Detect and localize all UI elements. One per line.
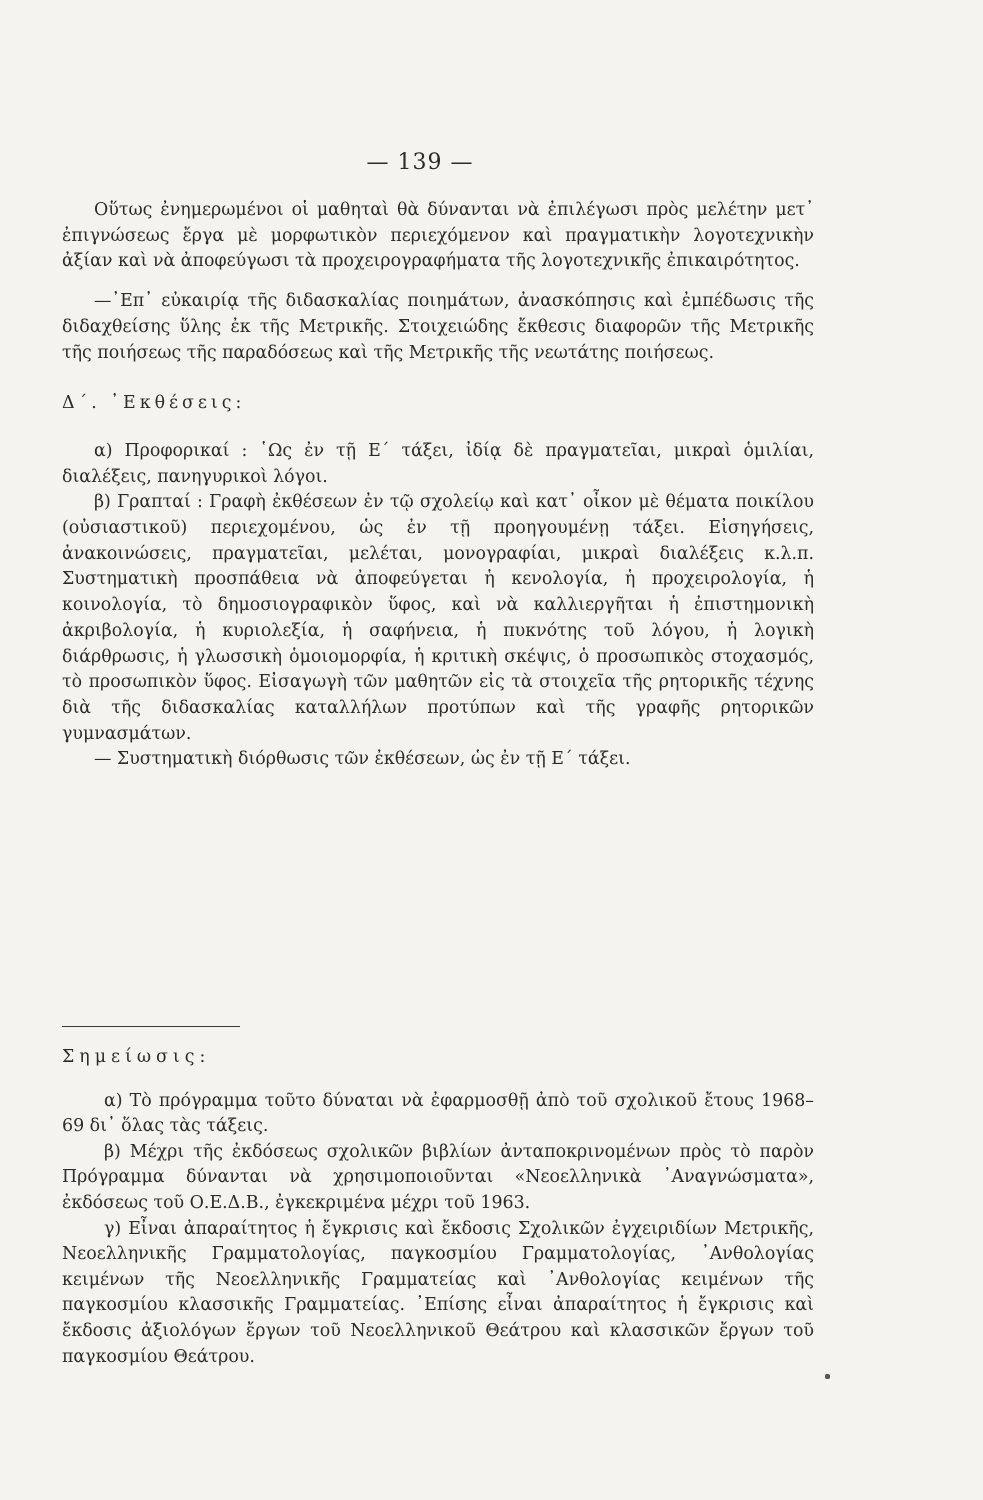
page-number: — 139 — [366,150,474,175]
paragraph-oral-essays: α) Προφορικαί : ῾Ως ἐν τῇ Ε΄ τάξει, ἰδίᾳ δὲ πραγματεῖαι, μικραὶ ὁμιλίαι, διαλέξεις, πανηγυρικοὶ λόγοι. [62,440,814,487]
note-c: γ) Εἶναι ἀπαραίτητος ἡ ἔγκρισις καὶ ἔκδοσις Σχολικῶν ἐγχειριδίων Μετρικῆς, Νεοελληνικῆς Γραμματολογίας, παγκοσμίου Γραμματολογίας, ᾿Ανθολογίας κειμένων τῆς Νεοελληνικῆς Γραμματείας καὶ ᾿Ανθολογίας κειμένων τῆς παγκοσμίου κλασσικῆς Γραμματείας. ᾿Επίσης εἶναι ἀπαραίτητος ἡ ἔγκρισις καὶ ἔκδοσις ἀξιολόγων ἔργων τοῦ Νεοελληνικοῦ Θεάτρου καὶ κλασσικῶν ἔργων τοῦ παγκοσμίου Θεάτρου. [62,1218,814,1367]
paragraph-written-essays: β) Γραπταί : Γραφὴ ἐκθέσεων ἐν τῷ σχολείῳ καὶ κατ᾽ οἶκον μὲ θέματα ποικίλου (οὐσιαστικοῦ) περιεχομένου, ὡς ἐν τῇ προηγουμένῃ τάξει. Εἰσηγήσεις, ἀνακοινώσεις, πραγματεῖαι, μελέται, μονογραφίαι, μικραὶ διαλέξεις κ.λ.π. Συστηματικὴ προσπάθεια νὰ ἀποφεύγεται ἡ κενολογία, ἡ προχειρολογία, ἡ κοινολογία, τὸ δημοσιογραφικὸν ὕφος, καὶ νὰ καλλιεργῆται ἡ ἐπιστημονικὴ ἀκριβολογία, ἡ κυριολεξία, ἡ σαφήνεια, ἡ πυκνότης τοῦ λόγου, ἡ λογικὴ διάρθρωσις, ἡ γλωσσικὴ ὁμοιομορφία, ἡ κριτικὴ σκέψις, ὁ προσωπικὸς στοχασμός, τὸ προσωπικὸν ὕφος. Εἰσαγωγὴ τῶν μαθητῶν εἰς τὰ στοιχεῖα τῆς ρητορικῆς τέχνης διὰ τῆς διδασκαλίας καταλλήλων προτύπων καὶ τῆς γραφῆς ρητορικῶν γυμνασμάτων. [62,492,814,744]
note-b: β) Μέχρι τῆς ἐκδόσεως σχολικῶν βιβλίων ἀνταποκρινομένων πρὸς τὸ παρὸν Πρόγραμμα δύνανται νὰ χρησιμοποιοῦνται «Νεοελληνικὰ ᾿Αναγνώσματα», ἐκδόσεως τοῦ Ο.Ε.Δ.Β., ἐγκεκριμένα μέχρι τοῦ 1963. [62,1141,814,1213]
section-heading-essays: Δ΄. ᾿Εκθέσεις: [62,393,246,414]
body-text [62,198,814,773]
notes-heading: Σημείωσις: [62,1047,211,1067]
paragraph-metrics-review: —᾽Επ᾽ εὐκαιρίᾳ τῆς διδασκαλίας ποιημάτων, ἀνασκόπησις καὶ ἐμπέδωσις τῆς διδαχθείσης ὕλης ἐκ τῆς Μετρικῆς. Στοιχειώδης ἔκθεσις διαφορῶν τῆς Μετρικῆς τῆς ποιήσεως τῆς παραδόσεως καὶ τῆς Μετρικῆς τῆς νεωτάτης ποιήσεως. [62,291,814,363]
note-a: α) Τὸ πρόγραμμα τοῦτο δύναται νὰ ἐφαρμοσθῇ ἀπὸ τοῦ σχολικοῦ ἔτους 1968–69 δι᾽ ὅλας τὰς τάξεις. [62,1090,814,1137]
paragraph-informed-students: Οὕτως ἐνημερωμένοι οἱ μαθηταὶ θὰ δύνανται νὰ ἐπιλέγωσι πρὸς μελέτην μετ᾽ ἐπιγνώσεως ἔργα μὲ μορφωτικὸν περιεχόμενον καὶ πραγματικὴν λογοτεχνικὴν ἀξίαν καὶ νὰ ἀποφεύγωσι τὰ προχειρογραφήματα τῆς λογοτεχνικῆς ἐπικαιρότητος. [62,200,814,272]
notes-section [62,1045,814,1370]
footnote-divider [62,1026,240,1027]
paragraph-systematic-correction: — Συστηματικὴ διόρθωσις τῶν ἐκθέσεων, ὡς ἐν τῇ Ε΄ τάξει. [94,749,631,770]
ink-speck [825,1374,830,1379]
